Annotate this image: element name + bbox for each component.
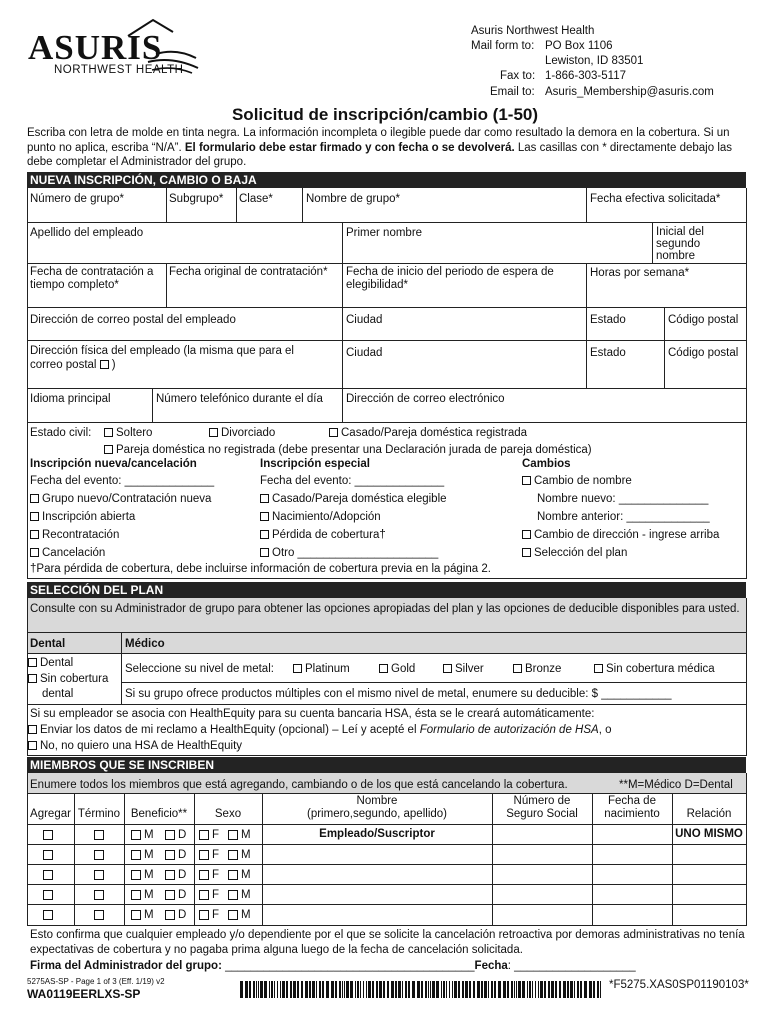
marital-unregistered[interactable]: Pareja doméstica no registrada (debe presentar una Declaración jurada de pareja doméstica) — [104, 444, 592, 457]
field-class[interactable]: Clase* — [239, 193, 273, 205]
term-checkbox[interactable] — [94, 870, 104, 880]
sex-female-checkbox[interactable] — [199, 850, 209, 860]
option-address-change[interactable]: Cambio de dirección - ingrese arriba — [522, 529, 719, 542]
employee-relationship: UNO MISMO — [675, 828, 743, 840]
sex-f-label: F — [212, 849, 220, 861]
sex-f-label: F — [212, 909, 220, 921]
marital-married[interactable]: Casado/Pareja doméstica registrada — [329, 427, 527, 440]
intro-text — [27, 126, 742, 170]
col-name: Nombre — [356, 795, 398, 807]
medical-col-header: Médico — [125, 638, 165, 650]
option-no-medical[interactable]: Sin cobertura médica — [594, 663, 715, 676]
benefit-medical-checkbox[interactable] — [131, 870, 141, 880]
marital-divorced[interactable]: Divorciado — [209, 427, 275, 440]
sex-male-checkbox[interactable] — [228, 830, 238, 840]
email-address: Asuris_Membership@asuris.com — [545, 86, 714, 98]
term-checkbox[interactable] — [94, 830, 104, 840]
sex-male-checkbox[interactable] — [228, 870, 238, 880]
col-sex: Sexo — [214, 808, 242, 820]
field-zip[interactable]: Código postal — [668, 314, 739, 326]
add-checkbox[interactable] — [43, 910, 53, 920]
footer-form-id: *F5275.XAS0SP01190103* — [609, 979, 749, 991]
sex-male-checkbox[interactable] — [228, 890, 238, 900]
field-zip-2[interactable]: Código postal — [668, 347, 739, 359]
option-platinum[interactable]: Platinum — [293, 663, 350, 676]
option-gold[interactable]: Gold — [379, 663, 415, 676]
benefit-dental-checkbox[interactable] — [165, 890, 175, 900]
benefit-d-label: D — [178, 829, 187, 841]
field-city[interactable]: Ciudad — [346, 314, 383, 326]
field-middle-initial[interactable]: Inicial del segundo nombre — [656, 226, 704, 262]
retroactive-confirm-text: Esto confirma que cualquier empleado y/o dependiente por el que se solicite la cancelación retroactiva por demoras administrativas no tenía expectativas de cobertura y no pagaba prima alguna luego de la fecha de cancelación solicitada. — [30, 929, 745, 956]
phys-address-line2: correo postal — [30, 359, 97, 371]
col-add: Agregar — [30, 808, 71, 820]
logo-brand: ASURIS — [28, 28, 163, 67]
option-no-dental[interactable]: Sin cobertura — [28, 673, 108, 686]
phys-address-same: correo postal ) — [30, 359, 116, 371]
employee-row-label: Empleado/Suscriptor — [319, 828, 435, 840]
field-first-name[interactable]: Primer nombre — [346, 227, 423, 239]
benefit-dental-checkbox[interactable] — [165, 830, 175, 840]
sex-f-label: F — [212, 869, 220, 881]
add-checkbox[interactable] — [43, 870, 53, 880]
field-orig-hire-date[interactable]: Fecha original de contratación* — [169, 266, 328, 278]
col-dob-sub: nacimiento — [604, 808, 660, 820]
option-married-eligible[interactable]: Casado/Pareja doméstica elegible — [260, 493, 447, 506]
field-state[interactable]: Estado — [590, 314, 626, 326]
special-event-date[interactable]: Fecha del evento: ______________ — [260, 475, 445, 487]
section-plan-header: SELECCIÓN DEL PLAN — [27, 582, 746, 598]
mail-line-2: Lewiston, ID 83501 — [545, 55, 644, 67]
option-bronze[interactable]: Bronze — [513, 663, 561, 676]
fax-number: 1-866-303-5117 — [545, 70, 626, 82]
mail-line-1: PO Box 1106 — [545, 40, 613, 52]
sex-m-label: M — [241, 909, 251, 921]
page-title: Solicitud de inscripción/cambio (1-50) — [231, 105, 539, 124]
option-plan-selection[interactable]: Selección del plan — [522, 547, 627, 560]
logo-sub: NORTHWEST HEALTH — [54, 64, 184, 76]
hsa-intro: Si su empleador se asocia con HealthEquity para su cuenta bancaria HSA, ésta se le creará automáticamente: — [30, 708, 595, 720]
sex-female-checkbox[interactable] — [199, 890, 209, 900]
new-enrollment-title: Inscripción nueva/cancelación — [30, 458, 197, 470]
field-language[interactable]: Idioma principal — [30, 393, 111, 405]
benefit-m-label: M — [144, 869, 154, 881]
option-loss-coverage[interactable]: Pérdida de cobertura† — [260, 529, 386, 542]
term-checkbox[interactable] — [94, 910, 104, 920]
sex-f-label: F — [212, 889, 220, 901]
section-members-header: MIEMBROS QUE SE INSCRIBEN — [27, 757, 746, 773]
barcode-icon — [240, 981, 605, 998]
date-label: Fecha — [474, 960, 508, 972]
term-checkbox[interactable] — [94, 890, 104, 900]
sex-m-label: M — [241, 869, 251, 881]
field-effective-date[interactable]: Fecha efectiva solicitada* — [590, 193, 721, 205]
metal-level-label: Seleccione su nivel de metal: — [125, 663, 274, 675]
term-checkbox[interactable] — [94, 850, 104, 860]
option-dental[interactable]: Dental — [28, 657, 73, 670]
field-email[interactable]: Dirección de correo electrónico — [346, 393, 505, 405]
col-dob: Fecha de — [608, 795, 656, 807]
benefit-dental-checkbox[interactable] — [165, 870, 175, 880]
sex-f-label: F — [212, 829, 220, 841]
members-instructions: Enumere todos los miembros que está agregando, cambiando o de los que está cancelando la cobertura. — [30, 779, 568, 791]
intro-p1: Escriba con letra de molde en tinta negra. La información incompleta o ilegible puede dar como resultado la demora en la cobertura. Si un punto no aplica, escriba “N/A”. — [27, 127, 730, 154]
sex-m-label: M — [241, 889, 251, 901]
col-benefit: Beneficio** — [130, 808, 188, 820]
option-birth-adoption[interactable]: Nacimiento/Adopción — [260, 511, 381, 524]
benefit-m-label: M — [144, 889, 154, 901]
new-name-field[interactable]: Nombre nuevo: ______________ — [537, 493, 709, 505]
sex-male-checkbox[interactable] — [228, 910, 238, 920]
add-checkbox[interactable] — [43, 890, 53, 900]
intro-p3: Las casillas con * directamente debajo las debe completar el Administrador del grupo. — [27, 141, 733, 168]
field-hours[interactable]: Horas por semana* — [590, 267, 690, 279]
col-ssn-sub: Seguro Social — [506, 808, 578, 820]
field-phys-address[interactable]: Dirección física del empleado (la misma que para el — [30, 345, 294, 357]
marital-label: Estado civil: — [30, 427, 92, 439]
fax-label: Fax to: — [500, 70, 536, 82]
sex-m-label: M — [241, 829, 251, 841]
sex-female-checkbox[interactable] — [199, 830, 209, 840]
marital-single[interactable]: Soltero — [104, 427, 152, 440]
add-checkbox[interactable] — [43, 830, 53, 840]
logo — [28, 14, 218, 80]
add-checkbox[interactable] — [43, 850, 53, 860]
new-enrollment-event-date[interactable]: Fecha del evento: ______________ — [30, 475, 215, 487]
field-subgroup[interactable]: Subgrupo* — [169, 193, 224, 205]
signature-row[interactable] — [30, 960, 636, 973]
option-hsa-send[interactable]: Enviar los datos de mi reclamo a HealthEquity (opcional) – Leí y acepté el Formulario de autorización de HSA, o — [28, 724, 611, 737]
field-state-2[interactable]: Estado — [590, 347, 626, 359]
field-group-name[interactable]: Nombre de grupo* — [306, 193, 400, 205]
option-hsa-no[interactable]: No, no quiero una HSA de HealthEquity — [28, 740, 242, 753]
field-group-number[interactable]: Número de grupo* — [30, 193, 124, 205]
mail-label: Mail form to: — [471, 40, 535, 52]
field-waiting-start[interactable]: Fecha de inicio del periodo de espera de elegibilidad* — [346, 266, 554, 291]
sex-male-checkbox[interactable] — [228, 850, 238, 860]
benefit-medical-checkbox[interactable] — [131, 890, 141, 900]
plan-consult-text: Consulte con su Administrador de grupo para obtener las opciones apropiadas del plan y las opciones de deducible disponibles para usted. — [30, 603, 740, 615]
dental-col-header: Dental — [30, 638, 66, 650]
col-term: Término — [77, 808, 121, 820]
option-name-change[interactable]: Cambio de nombre — [522, 475, 632, 488]
no-dental-line2: dental — [42, 688, 74, 700]
old-name-field[interactable]: Nombre anterior: _____________ — [537, 511, 710, 523]
benefit-d-label: D — [178, 909, 187, 921]
option-open-enrollment[interactable]: Inscripción abierta — [30, 511, 135, 524]
same-address-checkbox[interactable] — [100, 360, 109, 369]
option-silver[interactable]: Silver — [443, 663, 484, 676]
field-day-phone[interactable]: Número telefónico durante el día — [156, 393, 323, 405]
intro-p2: El formulario debe estar firmado y con fecha o se devolverá. — [184, 141, 515, 154]
field-city-2[interactable]: Ciudad — [346, 347, 383, 359]
benefit-d-label: D — [178, 889, 187, 901]
option-rehire[interactable]: Recontratación — [30, 529, 119, 542]
option-new-group[interactable]: Grupo nuevo/Contratación nueva — [30, 493, 211, 506]
col-ssn: Número de — [513, 795, 571, 807]
deductible-field[interactable]: Si su grupo ofrece productos múltiples con el mismo nivel de metal, enumere su deducible: $ ___________ — [125, 688, 672, 700]
benefit-m-label: M — [144, 849, 154, 861]
benefit-d-label: D — [178, 869, 187, 881]
loss-coverage-footnote: †Para pérdida de cobertura, debe incluirse información de cobertura previa en la página 2. — [30, 563, 491, 575]
section-enrollment-header: NUEVA INSCRIPCIÓN, CAMBIO O BAJA — [27, 172, 746, 188]
footer-page-info: 5275AS-SP - Page 1 of 3 (Eff. 1/19) v2 — [27, 977, 165, 986]
benefit-medical-checkbox[interactable] — [131, 910, 141, 920]
field-mail-address[interactable]: Dirección de correo postal del empleado — [30, 314, 236, 326]
field-last-name[interactable]: Apellido del empleado — [30, 227, 144, 239]
contact-org: Asuris Northwest Health — [471, 25, 595, 37]
sex-female-checkbox[interactable] — [199, 870, 209, 880]
benefit-m-label: M — [144, 909, 154, 921]
benefit-m-label: M — [144, 829, 154, 841]
date-line[interactable]: : ___________________ — [507, 960, 636, 972]
benefit-dental-checkbox[interactable] — [165, 910, 175, 920]
option-cancellation[interactable]: Cancelación — [30, 547, 105, 560]
benefit-d-label: D — [178, 849, 187, 861]
benefit-medical-checkbox[interactable] — [131, 830, 141, 840]
col-relationship: Relación — [686, 808, 732, 820]
field-hire-date[interactable]: Fecha de contratación a tiempo completo* — [30, 266, 154, 291]
benefit-dental-checkbox[interactable] — [165, 850, 175, 860]
option-other[interactable]: Otro ______________________ — [260, 547, 438, 560]
col-name-sub: (primero,segundo, apellido) — [307, 808, 447, 820]
signature-label: Firma del Administrador del grupo: — [30, 960, 222, 972]
special-enrollment-title: Inscripción especial — [260, 458, 370, 470]
benefit-medical-checkbox[interactable] — [131, 850, 141, 860]
footer-form-code: WA0119EERLXS-SP — [27, 987, 141, 1001]
sex-m-label: M — [241, 849, 251, 861]
signature-line[interactable]: _______________________________________ — [221, 960, 475, 972]
benefit-legend: **M=Médico D=Dental — [619, 779, 733, 791]
changes-title: Cambios — [522, 458, 571, 470]
email-label: Email to: — [490, 86, 535, 98]
sex-female-checkbox[interactable] — [199, 910, 209, 920]
